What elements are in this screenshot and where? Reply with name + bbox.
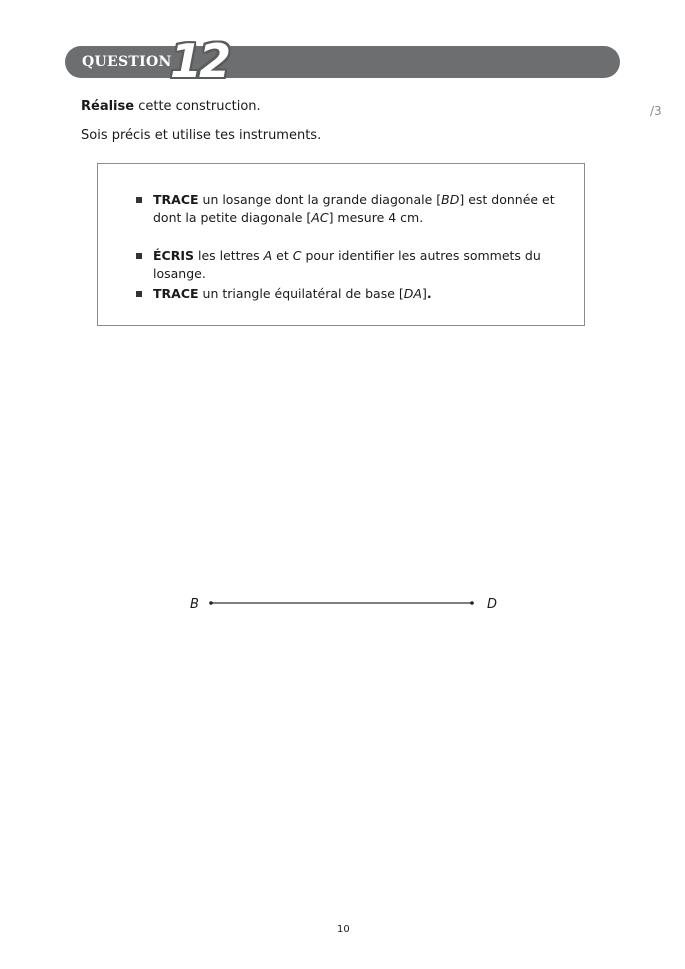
instruction-text: ÉCRIS les lettres A et C pour identifier les autres sommets du losange. [153,248,541,281]
instruction-verb: TRACE [153,192,199,207]
instruction-verb: ÉCRIS [153,248,194,263]
page-number: 10 [337,924,350,935]
intro-line-1-text: cette construction. [134,99,261,114]
point-b-label: B [190,597,199,612]
question-number: 12 [170,34,229,88]
score-indicator: /3 [650,104,662,118]
point-d-label: D [487,597,498,612]
point-d-dot [470,601,474,605]
intro-verb: Réalise [81,99,135,114]
instruction-text: TRACE un losange dont la grande diagonale [BD] est donnée et dont la petite diagonale [AC] mesure 4 cm. [153,192,555,225]
instruction-text: TRACE un triangle équilatéral de base [DA]. [153,286,432,301]
intro-line-2: Sois précis et utilise tes instruments. [81,128,322,143]
question-label: QUESTION [82,54,172,70]
instruction-verb: TRACE [153,286,199,301]
point-b-dot [209,601,213,605]
